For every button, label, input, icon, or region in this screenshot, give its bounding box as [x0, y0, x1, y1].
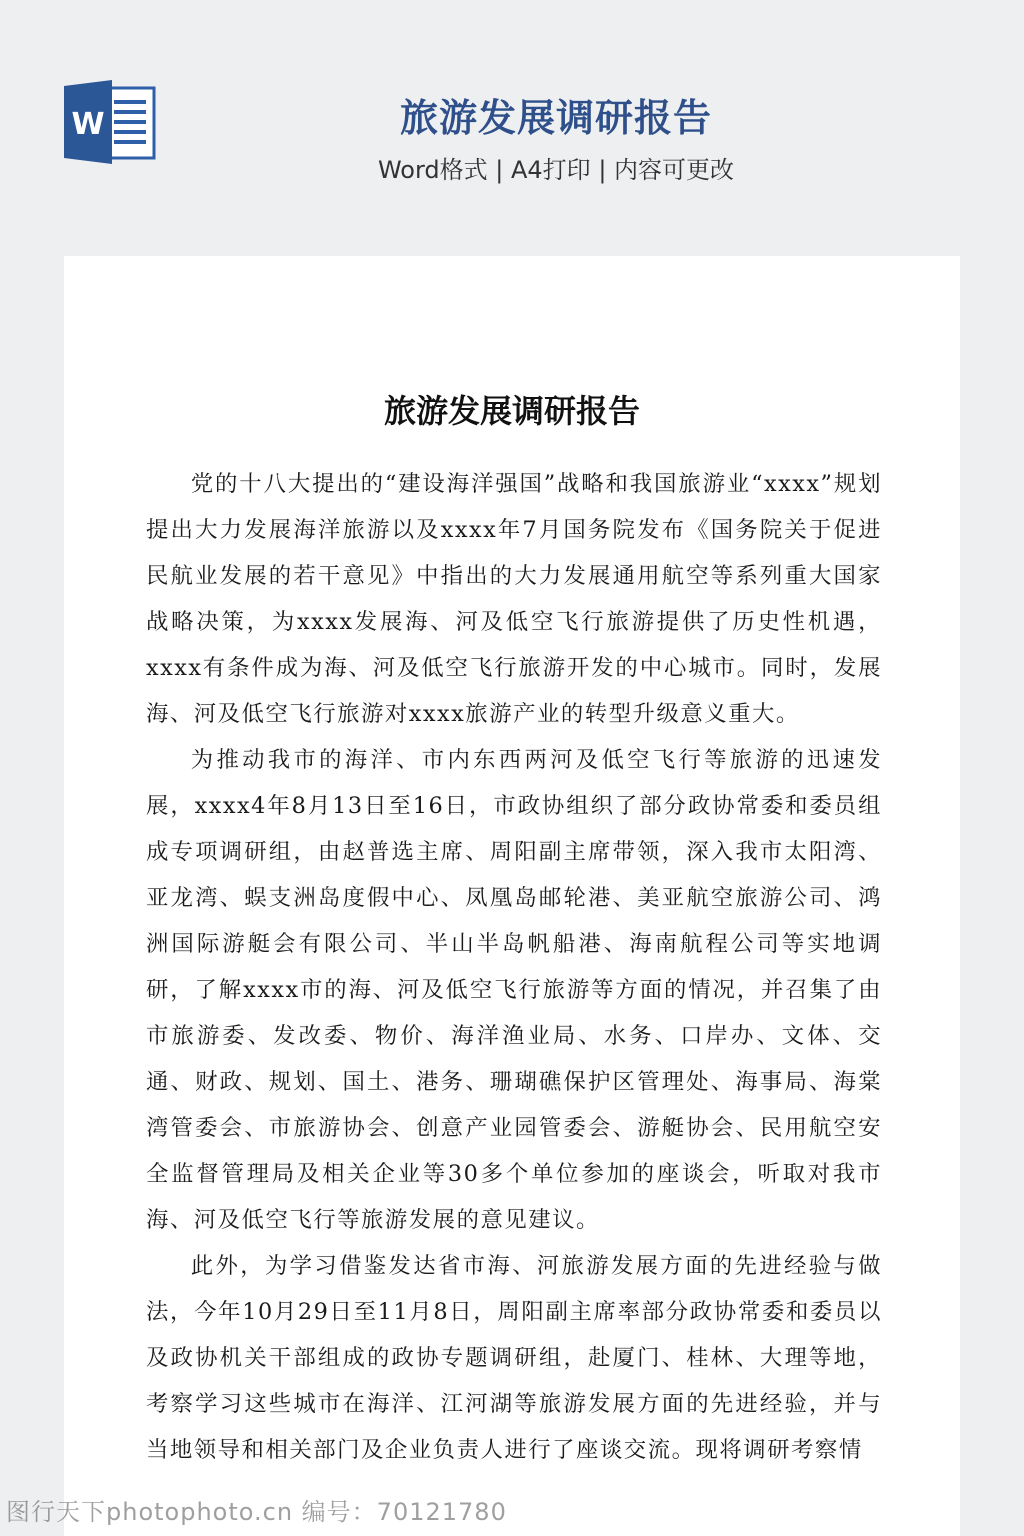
- document-body: [146, 461, 882, 1473]
- paragraph-1: 党的十八大提出的“建设海洋强国”战略和我国旅游业“xxxx”规划提出大力发展海洋旅游以及xxxx年7月国务院发布《国务院关于促进民航业发展的若干意见》中指出的大力发展通用航空等系列重大国家战略决策，为xxxx发展海、河及低空飞行旅游提供了历史性机遇，xxxx有条件成为海、河及低空飞行旅游开发的中心城市。同时，发展海、河及低空飞行旅游对xxxx旅游产业的转型升级意义重大。: [146, 471, 882, 727]
- document-title: 旅游发展调研报告: [383, 392, 640, 430]
- watermark-text: 图行天下photophoto.cn 编号：70121780: [6, 1498, 507, 1526]
- svg-text:W: W: [71, 107, 105, 142]
- header-subtitle: Word格式 | A4打印 | 内容可更改: [377, 156, 735, 184]
- header-title: 旅游发展调研报告: [399, 96, 712, 140]
- document-page: [64, 256, 960, 1536]
- paragraph-2: 为推动我市的海洋、市内东西两河及低空飞行等旅游的迅速发展，xxxx4年8月13日至16日，市政协组织了部分政协常委和委员组成专项调研组，由赵普选主席、周阳副主席带领，深入我市太阳湾、亚龙湾、蜈支洲岛度假中心、凤凰岛邮轮港、美亚航空旅游公司、鸿洲国际游艇会有限公司、半山半岛帆船港、海南航程公司等实地调研，了解xxxx市的海、河及低空飞行旅游等方面的情况，并召集了由市旅游委、发改委、物价、海洋渔业局、水务、口岸办、文体、交通、财政、规划、国土、港务、珊瑚礁保护区管理处、海事局、海棠湾管委会、市旅游协会、创意产业园管委会、游艇协会、民用航空安全监督管理局及相关企业等30多个单位参加的座谈会，听取对我市海、河及低空飞行等旅游发展的意见建议。: [146, 747, 882, 1233]
- paragraph-3: 此外，为学习借鉴发达省市海、河旅游发展方面的先进经验与做法，今年10月29日至11月8日，周阳副主席率部分政协常委和委员以及政协机关干部组成的政协专题调研组，赴厦门、桂林、大理等地，考察学习这些城市在海洋、江河湖等旅游发展方面的先进经验，并与当地领导和相关部门及企业负责人进行了座谈交流。现将调研考察情: [146, 1253, 882, 1463]
- page-header: [0, 0, 1024, 256]
- word-icon: [64, 80, 156, 164]
